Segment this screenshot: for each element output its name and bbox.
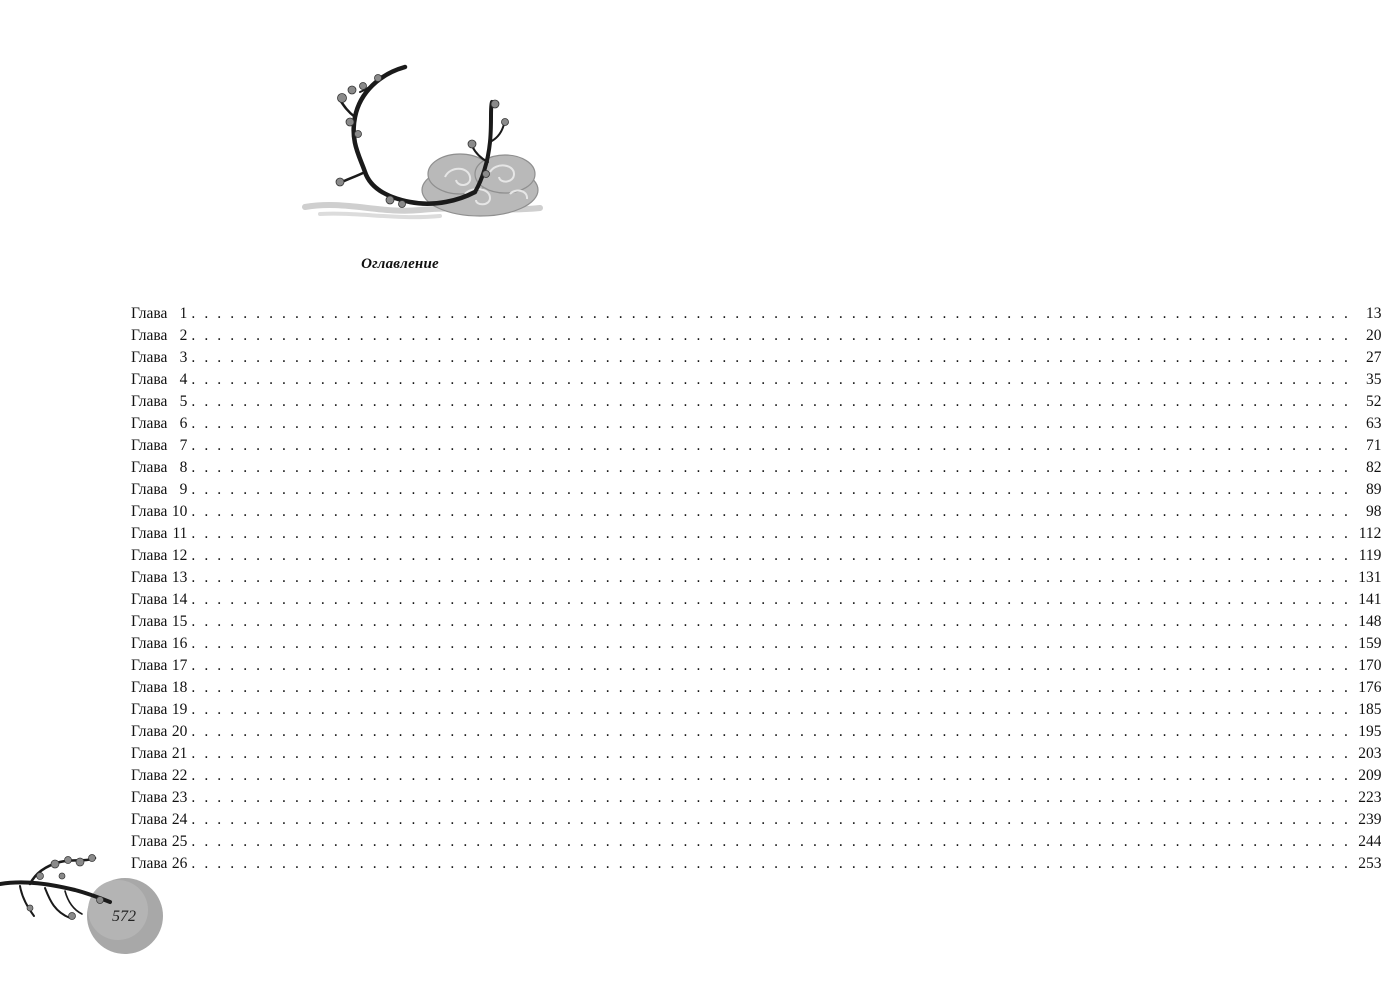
page-ref: 185 [1358, 701, 1381, 718]
chapter-label [131, 369, 187, 391]
toc-entry [131, 611, 1381, 633]
chapter-number: 9 [179, 481, 188, 498]
dot-leader: . . . . . . . . . . . . . . . . . . . . . . . . . . . . . . . . . . . . . . . . . . . . . . . . . . . . . . . . . . . . . . . . . . . . . . . . . . . . . . . . . . . . . . . . . . [191, 767, 1351, 784]
toc-entry [131, 413, 1381, 435]
dot-leader: . . . . . . . . . . . . . . . . . . . . . . . . . . . . . . . . . . . . . . . . . . . . . . . . . . . . . . . . . . . . . . . . . . . . . . . . . . . . . . . . . . . . . . . . . . [191, 525, 1351, 542]
dot-leader: . . . . . . . . . . . . . . . . . . . . . . . . . . . . . . . . . . . . . . . . . . . . . . . . . . . . . . . . . . . . . . . . . . . . . . . . . . . . . . . . . . . . . . . . . . [191, 569, 1351, 586]
page-ref: 148 [1358, 613, 1381, 630]
chapter-number: 4 [179, 371, 188, 388]
dot-leader: . . . . . . . . . . . . . . . . . . . . . . . . . . . . . . . . . . . . . . . . . . . . . . . . . . . . . . . . . . . . . . . . . . . . . . . . . . . . . . . . . . . . . . . . . . [191, 811, 1351, 828]
page-number: 572 [112, 908, 136, 925]
chapter-number: 12 [171, 547, 188, 564]
page-ref: 209 [1358, 767, 1381, 784]
chapter-word: Глава [131, 811, 168, 828]
chapter-label [131, 501, 187, 523]
chapter-word: Глава [131, 833, 168, 850]
chapter-word: Глава [131, 723, 168, 740]
chapter-word: Глава [131, 547, 168, 564]
chapter-number: 2 [179, 327, 188, 344]
dot-leader: . . . . . . . . . . . . . . . . . . . . . . . . . . . . . . . . . . . . . . . . . . . . . . . . . . . . . . . . . . . . . . . . . . . . . . . . . . . . . . . . . . . . . . . . . . [191, 371, 1351, 388]
chapter-number: 7 [179, 437, 188, 454]
chapter-word: Глава [131, 745, 168, 762]
toc-entry [131, 347, 1381, 369]
chapter-label [131, 743, 187, 765]
chapter-label [131, 391, 187, 413]
page-ref: 82 [1365, 459, 1381, 476]
toc-entry [131, 523, 1381, 545]
chapter-label [131, 347, 187, 369]
chapter-label [131, 633, 187, 655]
dot-leader: . . . . . . . . . . . . . . . . . . . . . . . . . . . . . . . . . . . . . . . . . . . . . . . . . . . . . . . . . . . . . . . . . . . . . . . . . . . . . . . . . . . . . . . . . . [191, 547, 1351, 564]
page-ref: 203 [1358, 745, 1381, 762]
chapter-word: Глава [131, 503, 168, 520]
toc-entry [131, 391, 1381, 413]
chapter-word: Глава [131, 569, 168, 586]
chapter-word: Глава [131, 657, 168, 674]
chapter-number: 18 [171, 679, 188, 696]
chapter-label [131, 809, 187, 831]
page-ref: 98 [1365, 503, 1381, 520]
page-ref: 112 [1358, 525, 1381, 542]
toc-entry [131, 501, 1381, 523]
toc-entry [131, 831, 1381, 853]
chapter-word: Глава [131, 305, 168, 322]
dot-leader: . . . . . . . . . . . . . . . . . . . . . . . . . . . . . . . . . . . . . . . . . . . . . . . . . . . . . . . . . . . . . . . . . . . . . . . . . . . . . . . . . . . . . . . . . . [191, 789, 1351, 806]
chapter-word: Глава [131, 613, 168, 630]
toc-entry [131, 633, 1381, 655]
chapter-label [131, 479, 187, 501]
chapter-number: 21 [171, 745, 188, 762]
page-ref: 141 [1358, 591, 1381, 608]
toc-entry [131, 721, 1381, 743]
toc-entry [131, 655, 1381, 677]
chapter-word: Глава [131, 767, 168, 784]
page-ref: 223 [1358, 789, 1381, 806]
toc-entry [131, 369, 1381, 391]
chapter-word: Глава [131, 701, 168, 718]
page-ref: 89 [1365, 481, 1381, 498]
toc-entry [131, 479, 1381, 501]
dot-leader: . . . . . . . . . . . . . . . . . . . . . . . . . . . . . . . . . . . . . . . . . . . . . . . . . . . . . . . . . . . . . . . . . . . . . . . . . . . . . . . . . . . . . . . . . . [191, 723, 1351, 740]
dot-leader: . . . . . . . . . . . . . . . . . . . . . . . . . . . . . . . . . . . . . . . . . . . . . . . . . . . . . . . . . . . . . . . . . . . . . . . . . . . . . . . . . . . . . . . . . . [191, 437, 1351, 454]
chapter-label [131, 457, 187, 479]
chapter-word: Глава [131, 481, 168, 498]
page-ref: 52 [1365, 393, 1381, 410]
page-ref: 176 [1358, 679, 1381, 696]
dot-leader: . . . . . . . . . . . . . . . . . . . . . . . . . . . . . . . . . . . . . . . . . . . . . . . . . . . . . . . . . . . . . . . . . . . . . . . . . . . . . . . . . . . . . . . . . . [191, 855, 1351, 872]
chapter-word: Глава [131, 327, 168, 344]
page-ref: 63 [1365, 415, 1381, 432]
chapter-number: 10 [171, 503, 188, 520]
chapter-number: 6 [179, 415, 188, 432]
chapter-label [131, 303, 187, 325]
chapter-number: 3 [179, 349, 188, 366]
toc-entry [131, 567, 1381, 589]
chapter-number: 5 [179, 393, 188, 410]
chapter-label [131, 721, 187, 743]
dot-leader: . . . . . . . . . . . . . . . . . . . . . . . . . . . . . . . . . . . . . . . . . . . . . . . . . . . . . . . . . . . . . . . . . . . . . . . . . . . . . . . . . . . . . . . . . . [191, 393, 1351, 410]
dot-leader: . . . . . . . . . . . . . . . . . . . . . . . . . . . . . . . . . . . . . . . . . . . . . . . . . . . . . . . . . . . . . . . . . . . . . . . . . . . . . . . . . . . . . . . . . . [191, 591, 1351, 608]
chapter-word: Глава [131, 591, 168, 608]
dot-leader: . . . . . . . . . . . . . . . . . . . . . . . . . . . . . . . . . . . . . . . . . . . . . . . . . . . . . . . . . . . . . . . . . . . . . . . . . . . . . . . . . . . . . . . . . . [191, 305, 1351, 322]
toc-entry [131, 743, 1381, 765]
chapter-number: 14 [171, 591, 188, 608]
chapter-label [131, 611, 187, 633]
chapter-word: Глава [131, 635, 168, 652]
chapter-word: Глава [131, 855, 168, 872]
toc-entry [131, 303, 1381, 325]
chapter-label [131, 699, 187, 721]
dot-leader: . . . . . . . . . . . . . . . . . . . . . . . . . . . . . . . . . . . . . . . . . . . . . . . . . . . . . . . . . . . . . . . . . . . . . . . . . . . . . . . . . . . . . . . . . . [191, 459, 1351, 476]
page-ref: 159 [1358, 635, 1381, 652]
page-ref: 195 [1358, 723, 1381, 740]
chapter-number: 23 [171, 789, 188, 806]
chapter-word: Глава [131, 415, 168, 432]
table-of-contents [131, 303, 1381, 875]
chapter-number: 11 [172, 525, 188, 542]
dot-leader: . . . . . . . . . . . . . . . . . . . . . . . . . . . . . . . . . . . . . . . . . . . . . . . . . . . . . . . . . . . . . . . . . . . . . . . . . . . . . . . . . . . . . . . . . . [191, 657, 1351, 674]
chapter-word: Глава [131, 789, 168, 806]
toc-entry [131, 853, 1381, 875]
page-ref: 253 [1358, 855, 1381, 872]
chapter-label [131, 567, 187, 589]
dot-leader: . . . . . . . . . . . . . . . . . . . . . . . . . . . . . . . . . . . . . . . . . . . . . . . . . . . . . . . . . . . . . . . . . . . . . . . . . . . . . . . . . . . . . . . . . . [191, 503, 1351, 520]
chapter-word: Глава [131, 371, 168, 388]
chapter-word: Глава [131, 679, 168, 696]
chapter-label [131, 677, 187, 699]
dot-leader: . . . . . . . . . . . . . . . . . . . . . . . . . . . . . . . . . . . . . . . . . . . . . . . . . . . . . . . . . . . . . . . . . . . . . . . . . . . . . . . . . . . . . . . . . . [191, 635, 1351, 652]
chapter-number: 24 [171, 811, 188, 828]
dot-leader: . . . . . . . . . . . . . . . . . . . . . . . . . . . . . . . . . . . . . . . . . . . . . . . . . . . . . . . . . . . . . . . . . . . . . . . . . . . . . . . . . . . . . . . . . . [191, 415, 1351, 432]
chapter-label [131, 545, 187, 567]
chapter-label [131, 413, 187, 435]
dot-leader: . . . . . . . . . . . . . . . . . . . . . . . . . . . . . . . . . . . . . . . . . . . . . . . . . . . . . . . . . . . . . . . . . . . . . . . . . . . . . . . . . . . . . . . . . . [191, 613, 1351, 630]
dot-leader: . . . . . . . . . . . . . . . . . . . . . . . . . . . . . . . . . . . . . . . . . . . . . . . . . . . . . . . . . . . . . . . . . . . . . . . . . . . . . . . . . . . . . . . . . . [191, 481, 1351, 498]
page-title: Оглавление [361, 256, 439, 272]
dot-leader: . . . . . . . . . . . . . . . . . . . . . . . . . . . . . . . . . . . . . . . . . . . . . . . . . . . . . . . . . . . . . . . . . . . . . . . . . . . . . . . . . . . . . . . . . . [191, 833, 1351, 850]
page-ref: 71 [1365, 437, 1381, 454]
page-ref: 27 [1365, 349, 1381, 366]
toc-entry [131, 435, 1381, 457]
chapter-number: 13 [171, 569, 188, 586]
chapter-number: 19 [171, 701, 188, 718]
toc-entry [131, 699, 1381, 721]
chapter-label [131, 435, 187, 457]
chapter-number: 8 [179, 459, 188, 476]
chapter-label [131, 325, 187, 347]
chapter-label [131, 655, 187, 677]
toc-entry [131, 325, 1381, 347]
page-ref: 119 [1358, 547, 1381, 564]
page-ref: 35 [1365, 371, 1381, 388]
chapter-number: 22 [171, 767, 188, 784]
chapter-word: Глава [131, 437, 168, 454]
page-ref: 170 [1358, 657, 1381, 674]
chapter-number: 25 [171, 833, 188, 850]
page-ref: 20 [1365, 327, 1381, 344]
plum-blossom-branch-cloud-icon [300, 62, 545, 227]
dot-leader: . . . . . . . . . . . . . . . . . . . . . . . . . . . . . . . . . . . . . . . . . . . . . . . . . . . . . . . . . . . . . . . . . . . . . . . . . . . . . . . . . . . . . . . . . . [191, 349, 1351, 366]
chapter-word: Глава [131, 349, 168, 366]
dot-leader: . . . . . . . . . . . . . . . . . . . . . . . . . . . . . . . . . . . . . . . . . . . . . . . . . . . . . . . . . . . . . . . . . . . . . . . . . . . . . . . . . . . . . . . . . . [191, 327, 1351, 344]
toc-entry [131, 457, 1381, 479]
chapter-word: Глава [131, 525, 168, 542]
toc-entry [131, 787, 1381, 809]
chapter-label [131, 523, 187, 545]
toc-entry [131, 809, 1381, 831]
page-ref: 131 [1358, 569, 1381, 586]
chapter-number: 17 [171, 657, 188, 674]
dot-leader: . . . . . . . . . . . . . . . . . . . . . . . . . . . . . . . . . . . . . . . . . . . . . . . . . . . . . . . . . . . . . . . . . . . . . . . . . . . . . . . . . . . . . . . . . . [191, 745, 1351, 762]
chapter-label [131, 765, 187, 787]
toc-entry [131, 545, 1381, 567]
dot-leader: . . . . . . . . . . . . . . . . . . . . . . . . . . . . . . . . . . . . . . . . . . . . . . . . . . . . . . . . . . . . . . . . . . . . . . . . . . . . . . . . . . . . . . . . . . [191, 701, 1351, 718]
chapter-number: 20 [171, 723, 188, 740]
toc-entry [131, 589, 1381, 611]
page-ref: 239 [1358, 811, 1381, 828]
chapter-word: Глава [131, 393, 168, 410]
chapter-number: 26 [171, 855, 188, 872]
page-ref: 13 [1365, 305, 1381, 322]
chapter-number: 1 [179, 305, 188, 322]
chapter-label [131, 589, 187, 611]
chapter-word: Глава [131, 459, 168, 476]
chapter-label [131, 787, 187, 809]
chapter-number: 16 [171, 635, 188, 652]
chapter-number: 15 [171, 613, 188, 630]
plum-blossom-corner-icon [0, 846, 188, 956]
toc-entry [131, 765, 1381, 787]
toc-entry [131, 677, 1381, 699]
page-ref: 244 [1358, 833, 1381, 850]
dot-leader: . . . . . . . . . . . . . . . . . . . . . . . . . . . . . . . . . . . . . . . . . . . . . . . . . . . . . . . . . . . . . . . . . . . . . . . . . . . . . . . . . . . . . . . . . . [191, 679, 1351, 696]
